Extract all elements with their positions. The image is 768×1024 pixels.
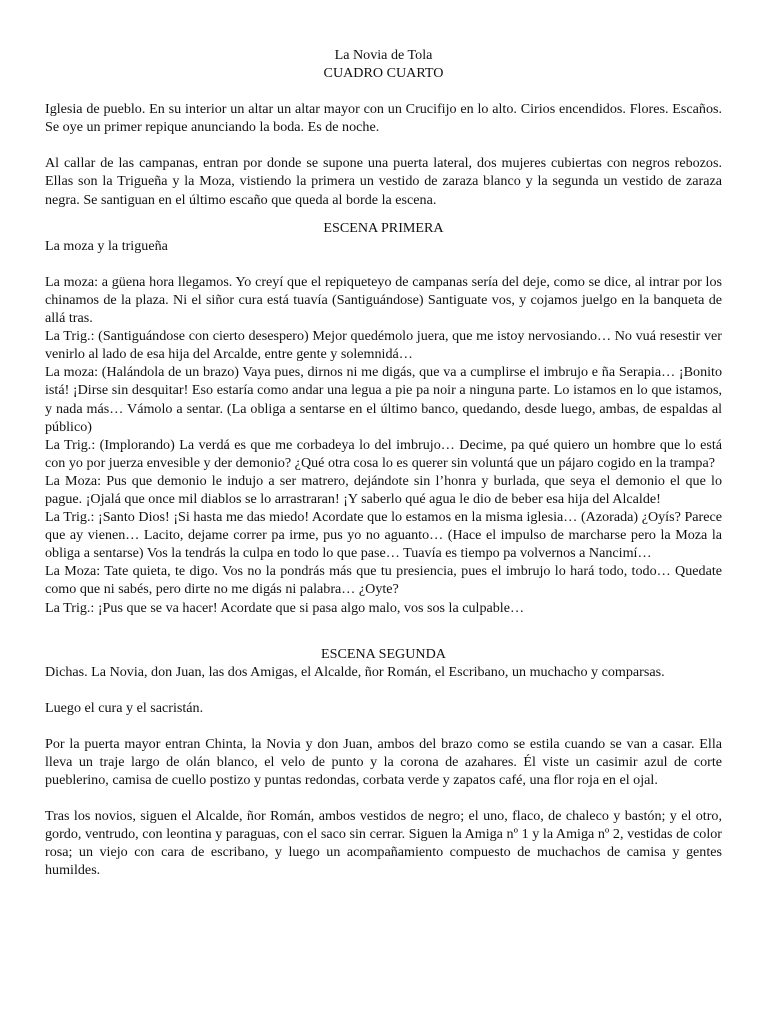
intro-paragraph: Iglesia de pueblo. En su interior un altar un altar mayor con un Crucifijo en lo alto. Cirios encendidos. Flores. Escaños. Se oye un primer repique anunciando la boda. Es de noche. [45,101,722,136]
document-title: La Novia de Tola [334,47,433,63]
dialogue-line: La Moza: Pus que demonio le indujo a ser matrero, dejándote sin l’honra y burlada, que seya el demonio el que lo pague. ¡Ojalá que once mil diablos se lo arrastraran! ¡Y saberlo qué agua le dio de beber esa hija del Alcalde! [45,472,722,507]
dialogue-line: La Trig.: (Implorando) La verdá es que me corbadeya lo del imbrujo… Decime, pa qué quiero un hombre que lo está con yo por juerza envesible y der demonio? ¿Qué otra cosa lo es querer sin voluntá que un pájaro cogido en la trampa? [45,436,722,471]
stage-direction: Luego el cura y el sacristán. [45,699,204,716]
scene-characters: Dichas. La Novia, don Juan, las dos Amigas, el Alcalde, ñor Román, el Escribano, un muchacho y comparsas. [45,663,665,680]
scene-heading: ESCENA SEGUNDA [321,645,446,662]
scene-heading: ESCENA PRIMERA [323,219,444,236]
dialogue-line: La Trig.: ¡Santo Dios! ¡Si hasta me das miedo! Acordate que lo estamos en la misma iglesia… (Azorada) ¿Oyís? Parece que ay vienen… Lacito, dejame correr pa irme, pus yo no aguanto… (Hace el impulso de marcharse pero la Moza la obliga a sentarse) Vos la tendrás la culpa en todo lo que pase… Tuavía es tiempo pa volvernos a Nancimí… [45,509,722,562]
dialogue-line: La moza: (Halándola de un brazo) Vaya pues, dirnos ni me digás, que va a cumplirse el imbrujo e ña Serapia… ¡Bonito istá! ¡Dirse sin desquitar! Eso estaría como andar una legua a pie pa noir a ninguna parte. Lo istamos en lo que istamos, y nada más… Vámolo a sentar. (La obliga a sentarse en el último banco, quedando, desde luego, ambas, de espaldas al público) [45,364,722,435]
intro-paragraph: Al callar de las campanas, entran por donde se supone una puerta lateral, dos mujeres cubiertas con negros rebozos. Ellas son la Trigueña y la Moza, vistiendo la primera un vestido de zaraza blanco y la segunda un vestido de zaraza negra. Se santiguan en el último escaño que queda al borde la escena. [45,155,722,208]
stage-direction: Por la puerta mayor entran Chinta, la Novia y don Juan, ambos del brazo como se estila cuando se van a casar. Ella lleva un traje largo de olán blanco, el velo de punto y la corona de azahares. Él viste un casimir azul de corte pueblerino, camisa de cuello postizo y puntas redondas, corbata verde y zapatos café, una flor roja en el ojal. [45,735,722,789]
stage-direction: Tras los novios, siguen el Alcalde, ñor Román, ambos vestidos de negro; el uno, flaco, de chaleco y bastón; y el otro, gordo, ventrudo, con leontina y paraguas, con el saco sin cerrar. Siguen la Amiga nº 1 y la Amiga nº 2, vestidas de color rosa; un viejo con cara de escribano, y luego un acompañamiento compuesto de muchachos de camisa y gentes humildes. [45,808,722,879]
act-heading: CUADRO CUARTO [323,65,444,82]
dialogue-line: La Trig.: ¡Pus que se va hacer! Acordate que si pasa algo malo, vos sos la culpable… [45,599,525,616]
scene-characters: La moza y la trigueña [45,237,168,254]
dialogue-line: La moza: a güena hora llegamos. Yo creyí que el repiqueteyo de campanas sería del deje, como se dice, al intrar por los chinamos de la plaza. Ni el siñor cura está tuavía (Santiguándose) Santiguate vos, y cojamos juelgo en la banqueta de allá tras. [45,273,722,327]
dialogue-line: La Trig.: (Santiguándose con cierto desespero) Mejor quedémolo juera, que me istoy nervosiando… No vuá resestir ver venirlo al lado de esa hija del Arcalde, entre gente y solemnidá… [45,328,722,363]
dialogue-line: La Moza: Tate quieta, te digo. Vos no la pondrás más que tu presiencia, pues el imbrujo lo hará todo, todo… Quedate como que ni sabés, pero dirte no me digás ni palabra… ¿Oyte? [45,563,722,598]
